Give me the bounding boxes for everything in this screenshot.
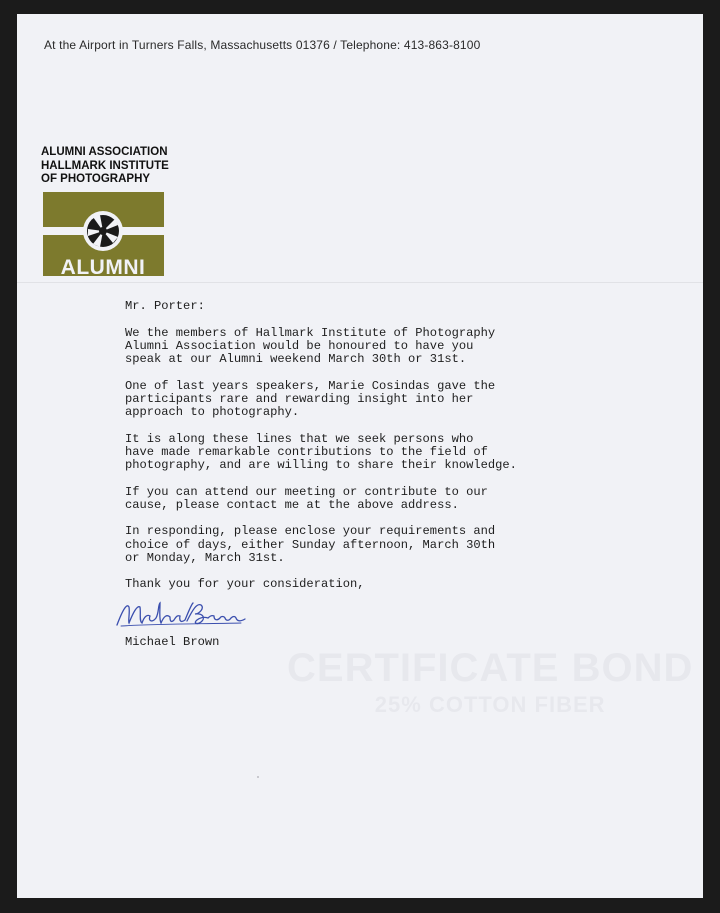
letter-paragraph: If you can attend our meeting or contribute to our cause, please contact me at the above address. (125, 484, 488, 512)
letter-paragraph: We the members of Hallmark Institute of Photography Alumni Association would be honoured to have you speak at our Alumni weekend March 30th or 31st. (125, 325, 496, 366)
alumni-logo-graphic (43, 192, 164, 276)
salutation: Mr. Porter: (125, 299, 205, 313)
logo-word: ALUMNI (60, 256, 146, 276)
letterhead-address: At the Airport in Turners Falls, Massachusetts 01376 / Telephone: 413-863-8100 (44, 38, 481, 52)
letter-body (125, 300, 585, 605)
letter-paragraph: In responding, please enclose your requirements and choice of days, either Sunday afternoon, March 30th or Monday, March 31st. (125, 524, 496, 565)
aperture-center (99, 227, 107, 235)
paper-watermark (287, 646, 693, 720)
letter-paragraph: One of last years speakers, Marie Cosindas gave the participants rare and rewarding insight into her approach to photography. (125, 378, 496, 419)
signature-graphic (113, 599, 253, 631)
letter-paragraph: It is along these lines that we seek persons who have made remarkable contributions to the field of photography, and are willing to share their knowledge. (125, 431, 517, 472)
paper-fold-line (17, 282, 703, 283)
alumni-logo (43, 192, 164, 276)
watermark-line: 25% COTTON FIBER (374, 692, 606, 717)
org-line: ALUMNI ASSOCIATION (41, 146, 168, 158)
org-line: HALLMARK INSTITUTE (41, 159, 169, 172)
closing: Thank you for your consideration, (125, 577, 365, 592)
signer-name: Michael Brown (125, 635, 220, 649)
handwritten-signature (113, 599, 253, 631)
watermark-line: CERTIFICATE BOND (287, 646, 694, 690)
paper-speck (257, 776, 259, 778)
org-line: OF PHOTOGRAPHY (41, 173, 151, 185)
letter-page (17, 14, 703, 898)
organization-name (41, 146, 169, 187)
